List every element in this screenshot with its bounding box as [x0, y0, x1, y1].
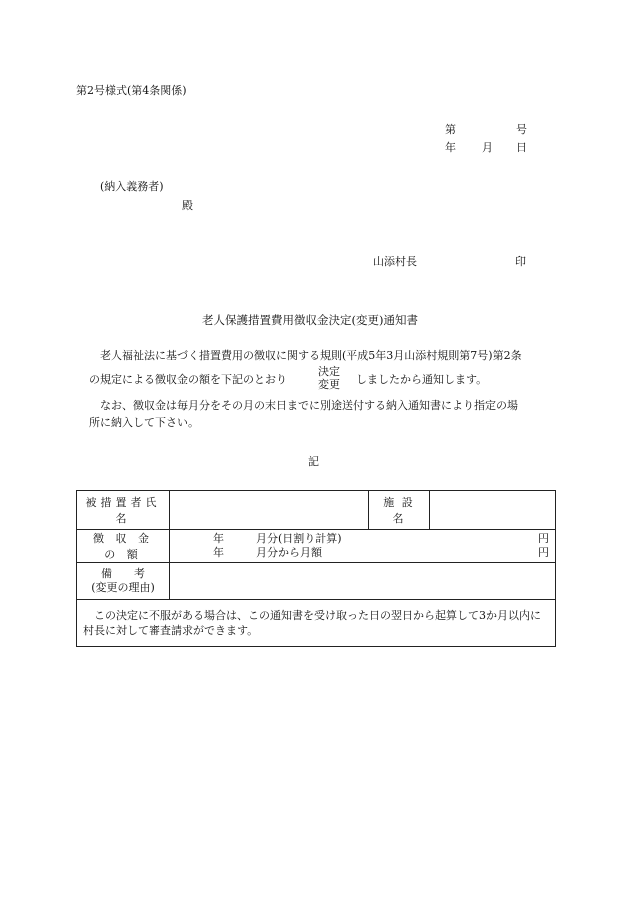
appeal-note: この決定に不服がある場合は、この通知書を受け取った日の翌日から起算して3か月以内に村長に対して審査請求ができます。 [77, 600, 556, 647]
form-number: 第2号様式(第4条関係) [76, 84, 187, 97]
body-line-3: なお、徴収金は毎月分をその月の末日までに別途送付する納入通知書により指定の場 [100, 399, 518, 412]
label-amount: 徴 収 金 の 額 [77, 530, 170, 563]
label-remarks: 備 考 (変更の理由) [77, 563, 170, 600]
info-table [76, 490, 556, 647]
amount-line-daily: 年 月分(日割り計算) 円 [213, 532, 549, 545]
document-title: 老人保護措置費用徴収金決定(変更)通知書 [202, 313, 418, 327]
amount-line-monthly: 年 月分から月額 円 [213, 546, 549, 559]
ki-heading: 記 [308, 455, 319, 468]
table-row-remarks [77, 563, 556, 600]
value-amount [170, 530, 556, 563]
dono: 殿 [182, 199, 193, 212]
label-person-name: 被措置者氏名 [77, 491, 170, 530]
body-line-1: 老人福祉法に基づく措置費用の徴収に関する規則(平成5年3月山添村規則第7号)第2条 [100, 349, 522, 362]
body-line-2-post: しましたから通知します。 [356, 373, 488, 386]
doc-number-dai: 第 [445, 123, 456, 136]
issuer-name: 山添村長 [373, 255, 417, 268]
table-row-note [77, 600, 556, 647]
table-row-name [77, 491, 556, 530]
decision-choice [318, 365, 340, 391]
body-line-2-pre: の規定による徴収金の額を下記のとおり [89, 373, 287, 386]
doc-number-go: 号 [516, 123, 527, 136]
choice-decide: 決定 [318, 365, 340, 378]
value-remarks [170, 563, 556, 600]
seal-mark: 印 [515, 255, 526, 268]
date-day: 日 [516, 141, 527, 154]
date-year: 年 [445, 141, 456, 154]
value-person-name [170, 491, 369, 530]
value-facility-name [430, 491, 556, 530]
label-facility-name: 施 設 名 [369, 491, 430, 530]
recipient-label: (納入義務者) [100, 180, 164, 193]
date-month: 月 [482, 141, 493, 154]
choice-change: 変更 [318, 378, 340, 391]
table-row-amount [77, 530, 556, 563]
body-line-4: 所に納入して下さい。 [89, 416, 199, 429]
